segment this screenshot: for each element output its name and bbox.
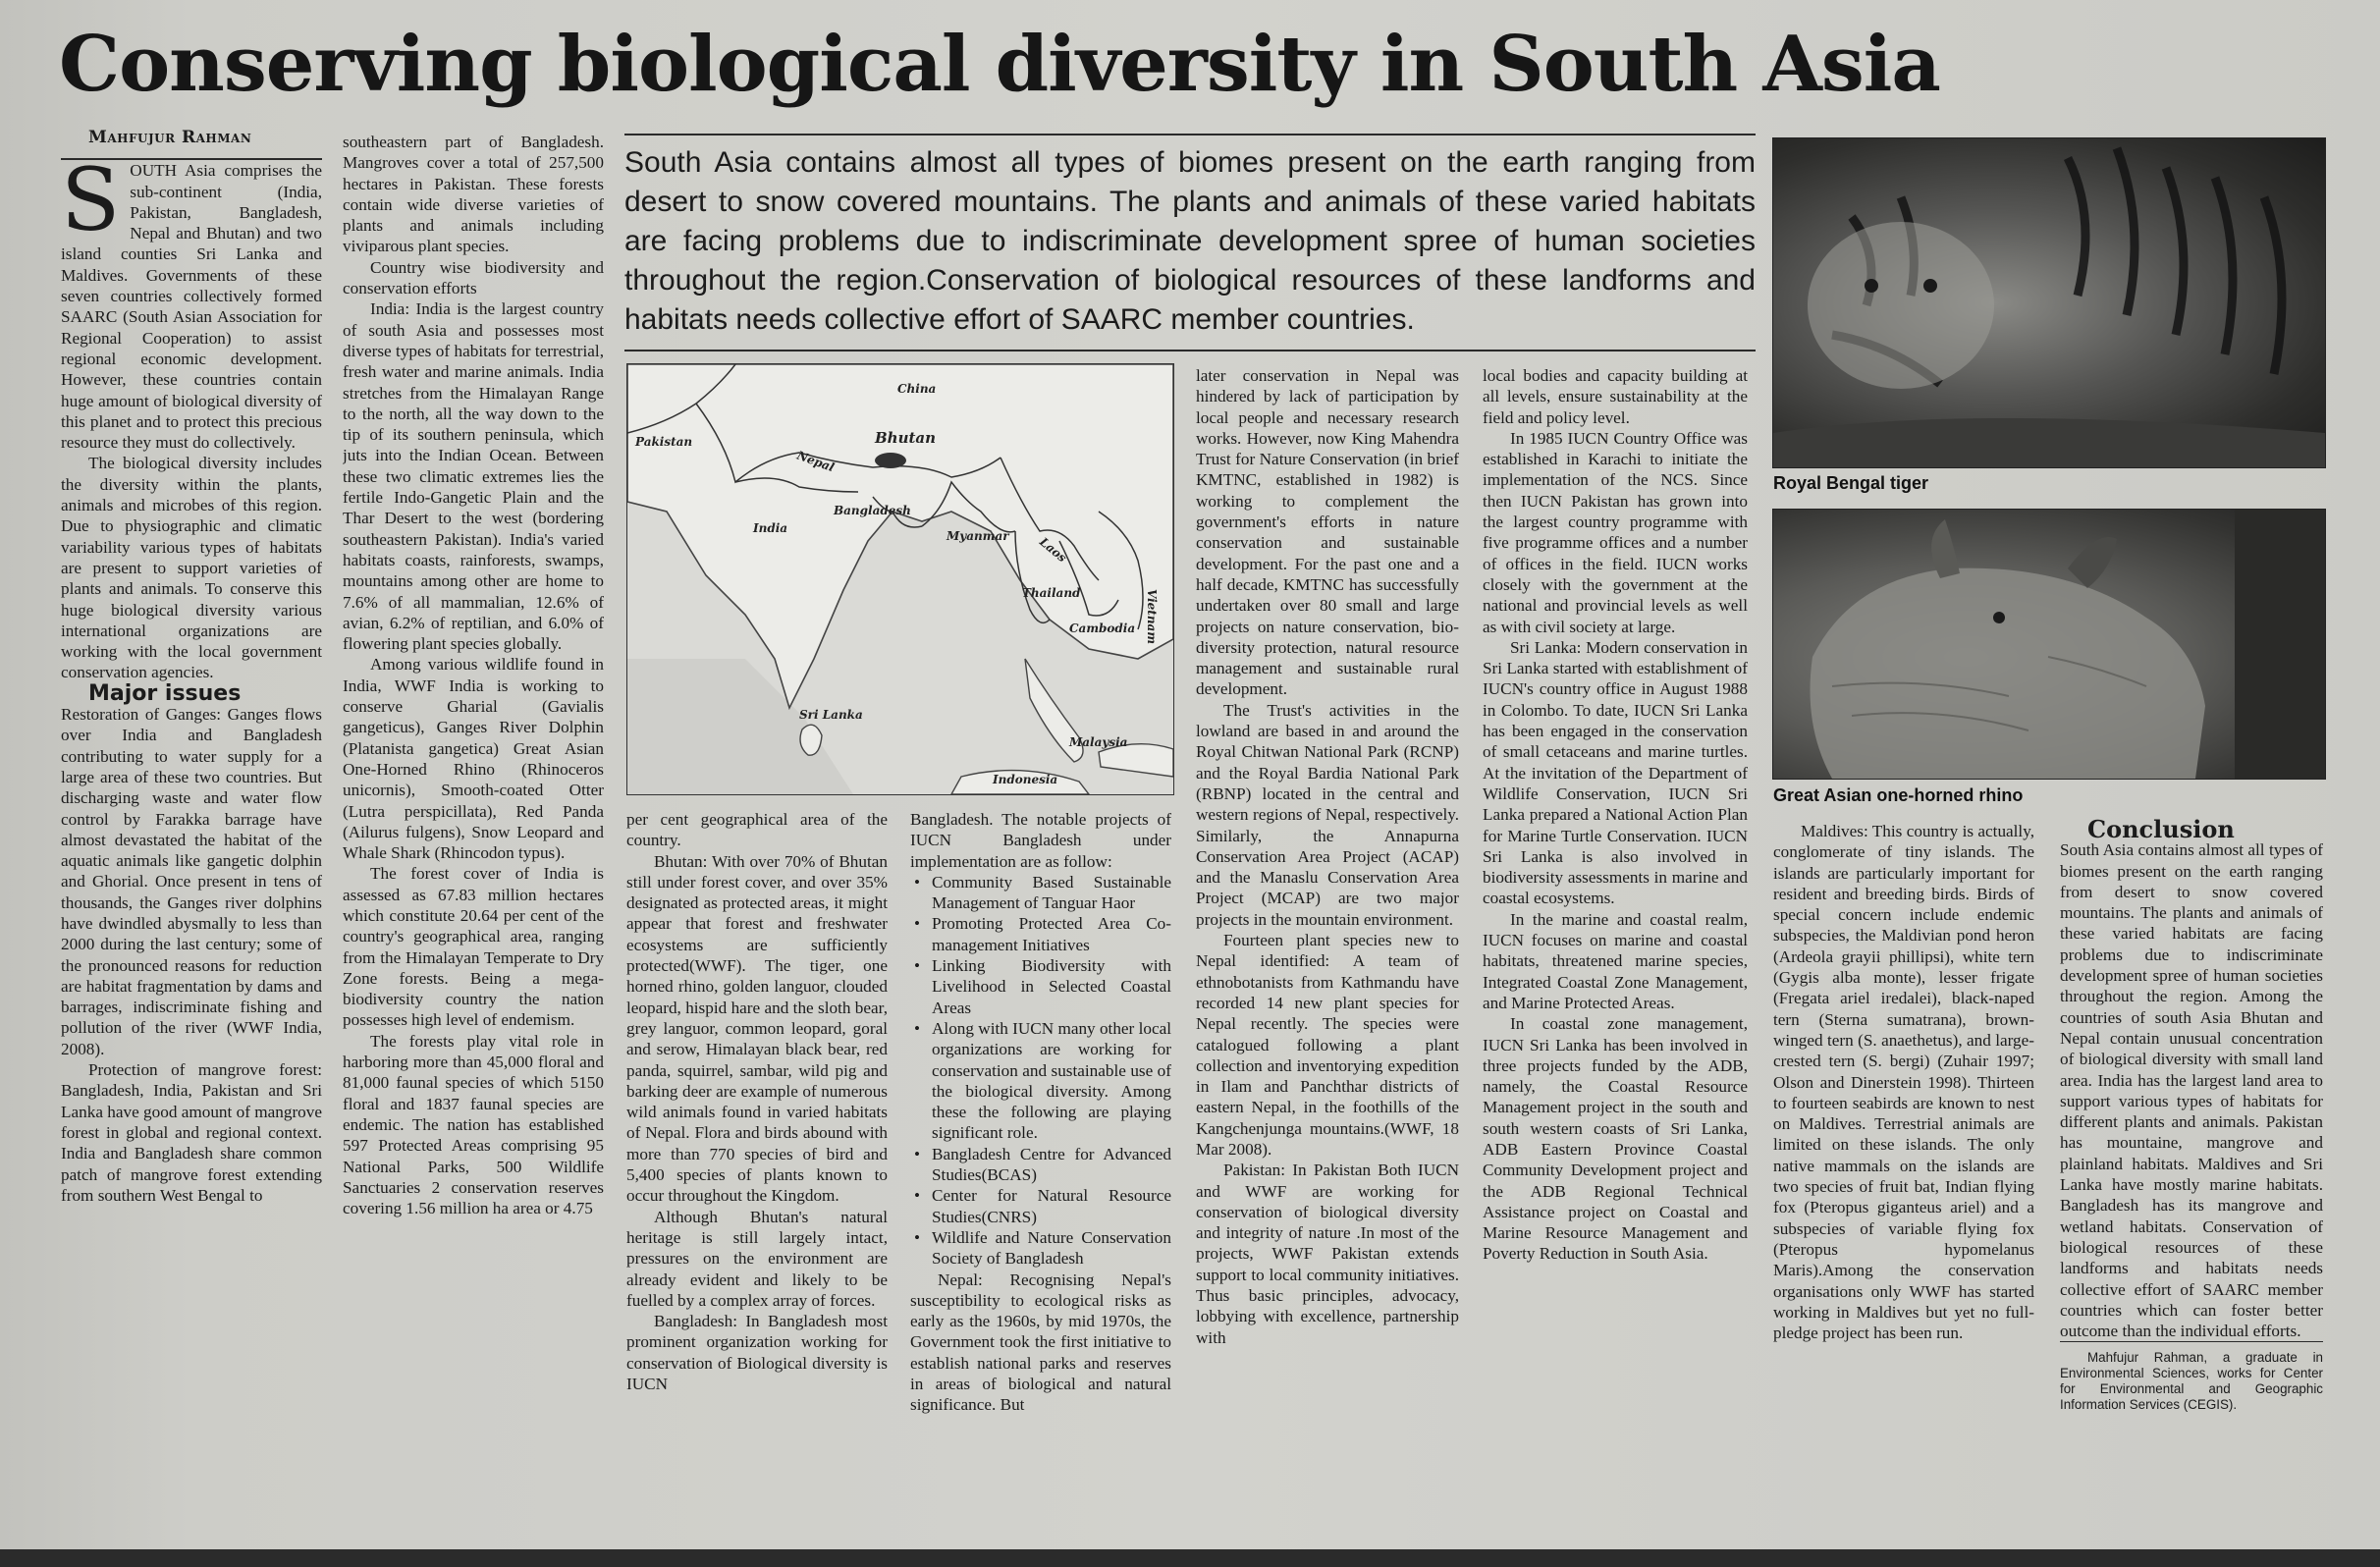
list-item: • Along with IUCN many other local organizations are working for conservation and sustainable use of the biological diversity. Among these the following are playing significant role. (910, 1018, 1171, 1144)
paragraph: The forest cover of India is assessed as 67.83 million hectares which constitute 20.64 per cent of the country's geographical area, ranging from the Himalayan Temperate to Dry Zone forests. Being a mega-biodiversity country the nation possesses high level of endemism. (343, 864, 604, 1030)
paragraph: local bodies and capacity building at all levels, ensure sustainability at the field and policy level. (1483, 366, 1748, 427)
intro-deck: South Asia contains almost all types of biomes present on the earth ranging from desert to snow covered mountains. The plants and animals of these varied habitats are facing problems due to indiscriminate development spree of human societies throughout the region.Conservation of biological resources of these landforms and habitats needs collective effort of SAARC member countries. (624, 134, 1756, 351)
rhino-caption: Great Asian one-horned rhino (1773, 785, 2024, 805)
map-label-cambodia: Cambodia (1069, 621, 1136, 635)
paragraph: Protection of mangrove forest: Bangladesh, India, Pakistan and Sri Lanka have good amount of mangrove forest in global and regional context. India and Bangladesh share common patch of mangrove forest extending from southern West Bengal to (61, 1060, 322, 1205)
rhino-photo (1772, 509, 2326, 780)
list-item: • Wildlife and Nature Conservation Society of Bangladesh (910, 1227, 1171, 1270)
paragraph: The forests play vital role in harboring more than 45,000 floral and 81,000 faunal species of which 5150 floral and 1837 faunal species are endemic. The nation has established 597 Protected Areas comprising 95 National Parks, 500 Wildlife Sanctuaries 2 conservation reserves covering 1.56 million ha area or 4.75 (343, 1031, 604, 1218)
paragraph: India: India is the largest country of south Asia and possesses most diverse types of habitats for terrestrial, fresh water and marine animals. India stretches from the Himalayan Range to the north, all the way down to the tip of its southern peninsula, which juts into the Indian Ocean. Between these two climatic extremes lies the fertile Indo-Gangetic Plain and the Thar Desert to the west (bordering southeastern Pakistan). India's varied habitats coasts, rainforests, swamps, mountains among other are home to 7.6% of all mammalian, 12.6% of avian, 6.2% of reptilian, and 6.0% of flowering plant species globally. (343, 299, 604, 654)
map-label-india: India (753, 521, 788, 535)
paragraph: Bangladesh: In Bangladesh most prominent organization working for conservation of Biological diversity is IUCN (626, 1312, 888, 1394)
column-8 (2060, 819, 2323, 1524)
list-item: • Center for Natural Resource Studies(CNRS) (910, 1185, 1171, 1227)
map-label-malaysia: Malaysia (1069, 735, 1128, 749)
column-7 (1773, 821, 2034, 1524)
author-note: Mahfujur Rahman, a graduate in Environmental Sciences, works for Center for Environmental and Geographic Information Services (CEGIS). (2060, 1341, 2323, 1413)
map-label-vietnam: Vietnam (1145, 588, 1160, 645)
paragraph: Maldives: This country is actually, conglomerate of tiny islands. The islands are particularly important for resident and breeding birds. Birds of special concern include endemic subspecies, the Maldivian pond heron (Ardeola grayii phillipsi), white tern (Gygis alba monte), lesser frigate (Fregata ariel iredalei), black-naped tern (Sterna sumatrana), brown-winged tern (S. anaethetus), and large-crested tern (S. bergi) (Zuhair 1997; Olson and Dinerstein 1998). Thirteen to fourteen seabirds are known to nest on Maldives. Terrestrial animals are limited on these islands. The only native mammals on the islands are two species of fruit bat, Indian flying fox (Pteropus giganteus ariel) and a subspecies of variable flying fox (Pteropus hypomelanus Maris).Among the conservation organisations only WWF has started working in Maldives but yet no full-pledge project has been run. (1773, 822, 2034, 1343)
byline: Mahfujur Rahman (61, 128, 322, 160)
rhino-image (1773, 510, 2325, 779)
paragraph: Bangladesh. The notable projects of IUCN Bangladesh under implementation are as follow: (910, 810, 1171, 871)
column-3 (626, 809, 888, 1524)
paragraph: SOUTH Asia comprises the sub-continent (India, Pakistan, Bangladesh, Nepal and Bhutan) and two island counties Sri Lanka and Maldives. Governments of these seven countries collectively formed SAARC (South Asian Association for Regional Cooperation) to assist regional economic development. However, these countries contain huge amount of biological diversity of this planet and to protect this precious resource they must do collectively. (61, 149, 322, 453)
paragraph: southeastern part of Bangladesh. Mangroves cover a total of 257,500 hectares in Pakistan. These forests contain wide diverse varieties of plants and animals including viviparous plant species. (343, 133, 604, 256)
paragraph: In the marine and coastal realm, IUCN focuses on marine and coastal habitats, threatened marine species, Integrated Coastal Zone Management, and Marine Protected Areas. (1483, 909, 1748, 1012)
list-item: • Bangladesh Centre for Advanced Studies(BCAS) (910, 1144, 1171, 1186)
map-label-bhutan: Bhutan (875, 429, 937, 447)
paragraph: Bhutan: With over 70% of Bhutan still under forest cover, and over 35% designated as protected areas, it might appear that forest and freshwater ecosystems are sufficiently protected(WWF). The tiger, one horned rhino, golden languor, clouded leopard, hispid hare and the sloth bear, grey languor, common leopard, goral and serow, Himalayan black bear, red panda, squirrel, sambar, wild pig and barking deer are example of numerous wild animals found in varied habitats of Nepal. Flora and birds abound with more than 770 species of bird and 5,400 species of plants known to occur throughout the Kingdom. (626, 851, 888, 1206)
iucn-project-list (910, 872, 1171, 1270)
map-label-bangladesh: Bangladesh (834, 504, 911, 517)
list-item: • Community Based Sustainable Management of Tanguar Haor (910, 872, 1171, 914)
subhead-conclusion: Conclusion (2087, 819, 2235, 843)
map-label-myanmar: Myanmar (947, 529, 1009, 543)
paragraph: The biological diversity includes the diversity within the plants, animals and microbes of this region. Due to physiographic and climatic variability various types of habitats are present to support varieties of plants and animals. To conserve this huge biological diversity various international organizations are working with the local government conservation agencies. (61, 454, 322, 682)
paragraph: later conservation in Nepal was hindered by lack of participation by local people and necessary research works. However, now King Mahendra Trust for Nature Conservation (in brief KMTNC, established in 1982) is working to complement the government's efforts in nature conservation and sustainable development. For the past one and a half decade, KMTNC has successfully undertaken over 80 small and large projects on nature conservation, bio-diversity protection, natural resource management and sustainable rural development. (1196, 366, 1459, 699)
map-label-nepal: Nepal (794, 448, 837, 475)
paragraph: The Trust's activities in the lowland are based in and around the Royal Chitwan National Park (RCNP) and the Royal Bardia National Park (RBNP) located in the central and western regions of Nepal, respectively. Similarly, the Annapurna Conservation Area Project (ACAP) and the Manaslu Conservation Area Project (MCAP) are two major projects in the mountain environment. (1196, 700, 1459, 929)
paragraph: Among various wildlife found in India, WWF India is working to conserve Gharial (Gavialis gangeticus), Ganges River Dolphin (Platanista gangetica) Great Asian One-Horned Rhino (Rhinoceros unicornis), Smooth-coated Otter (Lutra perspicillata), Red Panda (Ailurus fulgens), Snow Leopard and Whale Shark (Rhincodon typus). (343, 655, 604, 863)
paragraph: Nepal: Recognising Nepal's susceptibility to ecological risks as early as the 1960s, by mid 1970s, the Government took the first initiative to establish national parks and reserves in areas of biological and natural significance. But (910, 1270, 1171, 1415)
list-item: • Linking Biodiversity with Livelihood in Selected Coastal Areas (910, 955, 1171, 1018)
paragraph: Fourteen plant species new to Nepal identified: A team of ethnobotanists from Kathmandu have recorded 14 new plant species for Nepal recently. The species were catalogued following a plant collection and inventorying expedition in Ilam and Panchthar districts of eastern Nepal, in the foothills of the Kangchenjunga mountains.(WWF, 18 Mar 2008). (1196, 931, 1459, 1159)
map-label-thailand: Thailand (1022, 586, 1081, 600)
map-label-indonesia: Indonesia (993, 773, 1058, 786)
subhead-major-issues: Major issues (88, 680, 242, 706)
paragraph: South Asia contains almost all types of biomes present on the earth ranging from desert to snow covered mountains. The plants and animals of these varied habitats are facing problems due to indiscriminate development spree of human societies throughout the region. Among the countries of south Asia Bhutan and Nepal contain unusual concentration of biological diversity with small land area. India has the largest land area to support various types of habitats for different plants and animals. Pakistan has mountaine, mangrove and plainland habitats. Maldives and Sri Lanka have mostly marine habitats. Bangladesh has its mangrove and wetland habitats. Conservation of biological resources of these landforms and habitats needs collective effort of SAARC member countries which can foster better outcome than the individual efforts. (2060, 840, 2323, 1341)
drop-cap: S (61, 149, 121, 251)
paragraph: Sri Lanka: Modern conservation in Sri Lanka started with establishment of IUCN's country office in August 1988 in Colombo. To date, IUCN Sri Lanka has been engaged in the conservation of small cetaceans and marine turtles. At the invitation of the Department of Wildlife Conservation, IUCN Sri Lanka prepared a National Action Plan for Marine Turtle Conservation. IUCN Sri Lanka is also involved in biodiversity assessments in marine and coastal ecosystems. (1483, 637, 1748, 908)
paragraph: Pakistan: In Pakistan Both IUCN and WWF are working for conservation of biological diversity and integrity of nature .In most of the projects, WWF Pakistan extends support to local community initiatives. Thus basic principles, advocacy, lobbying with excellence, partnership with (1196, 1161, 1459, 1347)
list-item: • Promoting Protected Area Co-management Initiatives (910, 913, 1171, 955)
tiger-photo (1772, 137, 2326, 468)
paragraph: In 1985 IUCN Country Office was established in Karachi to initiate the implementation of the NCS. Since then IUCN Pakistan has grown into the largest country programme with five programme offices and a number of offices in the field. IUCN works closely with the government at the national and provincial levels as well as with civil society at large. (1483, 428, 1748, 636)
paragraph: Although Bhutan's natural heritage is still largely intact, pressures on the environment are already evident and likely to be fuelled by a complex array of forces. (626, 1207, 888, 1310)
column-5 (1196, 365, 1459, 1524)
map-label-laos: Laos (1037, 534, 1069, 566)
paragraph: In coastal zone management, IUCN Sri Lanka has been involved in three projects funded by the ADB, namely, the Coastal Resource Management project in the south and south western coasts of Sri Lanka, ADB Eastern Province Coastal Community Development project and the ADB Regional Technical Assistance project on Coastal and Marine Resource Management and Poverty Reduction in South Asia. (1483, 1014, 1748, 1264)
south-asia-map (626, 363, 1174, 795)
page-bottom-edge (0, 1549, 2380, 1567)
map-label-pakistan: Pakistan (635, 435, 693, 449)
column-6 (1483, 365, 1748, 1524)
tiger-image (1773, 138, 2325, 467)
tiger-caption: Royal Bengal tiger (1773, 473, 1929, 493)
headline: Conserving biological diversity in South Asia (59, 20, 1940, 109)
paragraph: Country wise biodiversity and conservation efforts (343, 257, 604, 298)
column-1 (61, 128, 322, 1522)
column-2 (343, 132, 604, 1524)
paragraph: Restoration of Ganges: Ganges flows over India and Bangladesh contributing to water supply for a large area of these two countries. But discharging waste and water flow control by Farakka barrage have almost devastated the habitat of the aquatic animals like gangetic dolphin and Ghorial. Once present in tens of thousands, the Ganges river dolphins have dwindled abysmally to less than 2000 during the last century; some of the pronounced reasons for reduction are habitat fragmentation by dams and barrages, indiscriminate fishing and pollution of the river (WWF India, 2008). (61, 705, 322, 1058)
column-4 (910, 809, 1171, 1524)
map-label-srilanka: Sri Lanka (799, 708, 863, 722)
paragraph: per cent geographical area of the country. (626, 810, 888, 850)
map-label-china: China (897, 382, 937, 396)
